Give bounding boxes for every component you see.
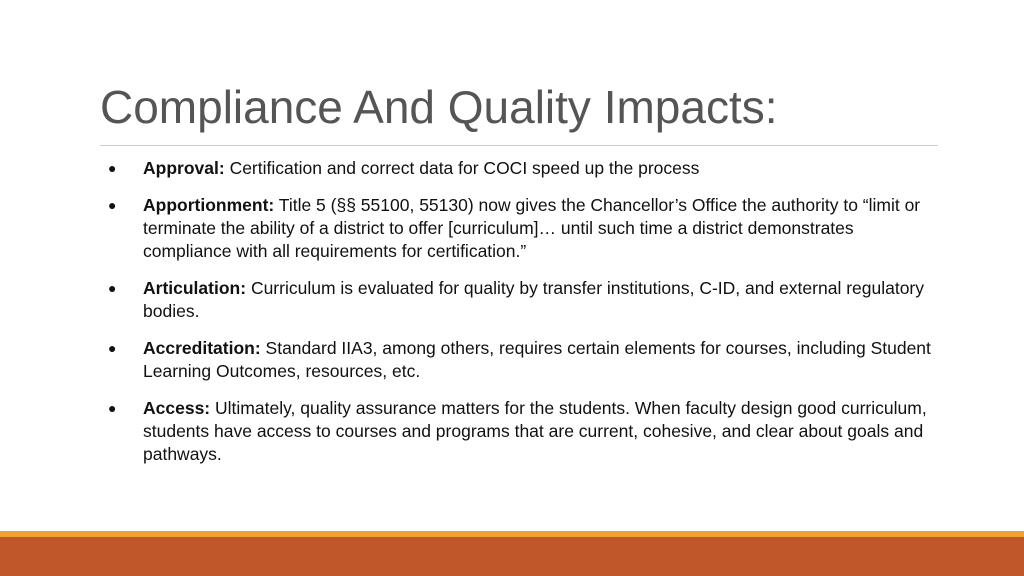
bullet-articulation <box>100 277 940 323</box>
bullet-dot-icon: ● <box>108 197 117 213</box>
bullet-access <box>100 397 940 466</box>
bullet-text: Curriculum is evaluated for quality by transfer institutions, C-ID, and external regulatory bodies. <box>143 278 925 321</box>
slide-title: Compliance And Quality Impacts: <box>100 81 778 133</box>
footer-bar <box>0 537 1024 576</box>
bullet-dot-icon: ● <box>108 340 117 356</box>
bullet-approval <box>100 157 940 180</box>
bullet-dot-icon: ● <box>108 160 117 176</box>
title-divider <box>100 145 938 146</box>
bullet-list <box>100 157 940 480</box>
bullet-dot-icon: ● <box>108 280 117 296</box>
bullet-text: Ultimately, quality assurance matters for the students. When faculty design good curriculum, students have access to courses and programs that are current, cohesive, and clear about goals and pathways. <box>143 398 927 464</box>
bullet-term: Accreditation: <box>143 338 261 358</box>
bullet-accreditation <box>100 337 940 383</box>
bullet-text: Certification and correct data for COCI speed up the process <box>229 158 700 178</box>
bullet-apportionment <box>100 194 940 263</box>
bullet-dot-icon: ● <box>108 400 117 416</box>
bullet-term: Apportionment: <box>143 195 275 215</box>
bullet-text: Title 5 (§§ 55100, 55130) now gives the Chancellor’s Office the authority to “limit or terminate the ability of a district to offer [curriculum]… until such time a district demonstrates compliance with all requirements for certification.” <box>143 195 921 261</box>
bullet-term: Access: <box>143 398 211 418</box>
bullet-term: Approval: <box>143 158 225 178</box>
bullet-term: Articulation: <box>143 278 247 298</box>
bullet-text: Standard IIA3, among others, requires certain elements for courses, including Student Learning Outcomes, resources, etc. <box>143 338 931 381</box>
